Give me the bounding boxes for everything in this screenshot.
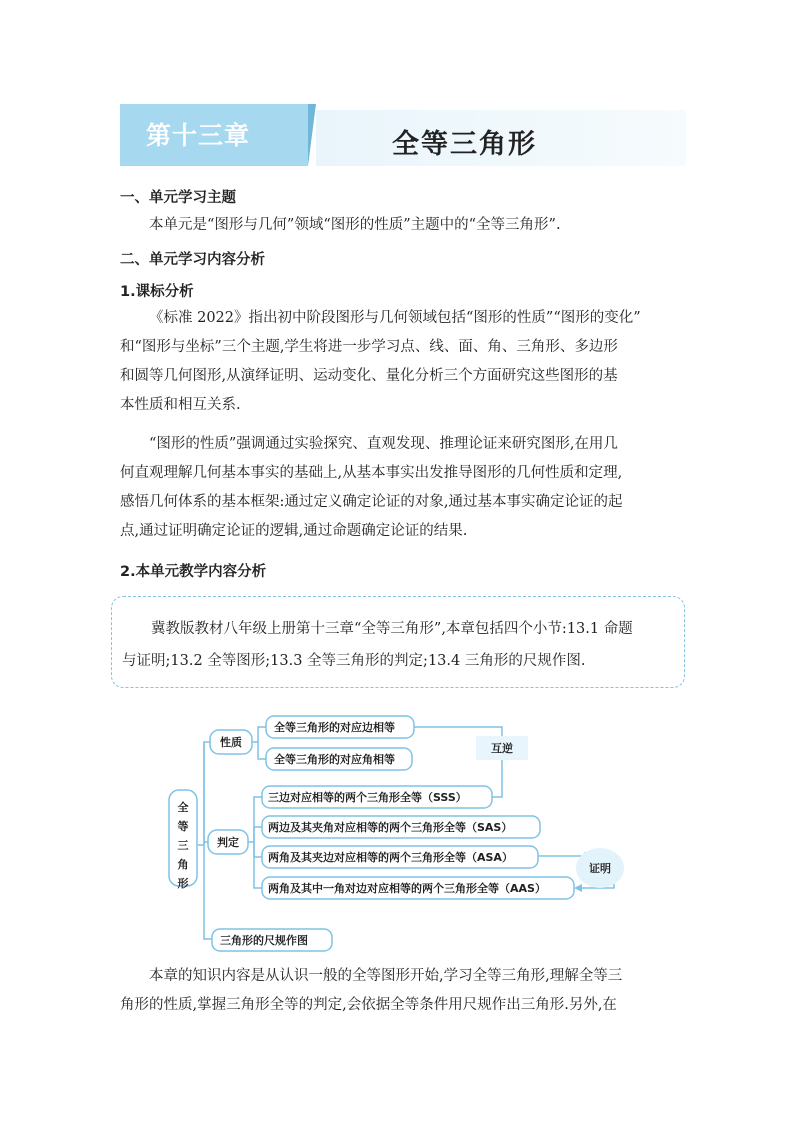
paragraph-properties: “图形的性质”强调通过实验探究、直观发现、推理论证来研究图形,在用几 何直观理解几何基本事实的基础上,从基本事实出发推导图形的几何性质和定理, 感悟几何体系的基本框架:通过定义确定论证的对象,通过基本事实确定论证的起 点,通过证明确定论证的逻辑,通过命题确定论证的结果. bbox=[120, 436, 623, 539]
section-heading-1: 一、单元学习主题 bbox=[120, 190, 236, 206]
leaf-label-5: 两角及其夹边对应相等的两个三角形全等（ASA） bbox=[268, 851, 513, 864]
subsection-heading-1: 1.课标分析 bbox=[120, 284, 194, 300]
leaf-label-1: 全等三角形的对应边相等 bbox=[274, 721, 395, 734]
subsection-heading-2: 2.本单元教学内容分析 bbox=[120, 564, 267, 580]
chapter-title-box bbox=[316, 110, 686, 166]
section-1-text: 本单元是“图形与几何”领域“图形的性质”主题中的“全等三角形”. bbox=[149, 217, 561, 233]
root-char-5: 形 bbox=[177, 877, 189, 890]
leaf-label-2: 全等三角形的对应角相等 bbox=[274, 753, 395, 766]
section-heading-2: 二、单元学习内容分析 bbox=[120, 252, 265, 268]
leaf-label-3: 三边对应相等的两个三角形全等（SSS） bbox=[268, 791, 467, 804]
paragraph-standard: 《标准 2022》指出初中阶段图形与几何领域包括“图形的性质”“图形的变化” 和“图形与坐标”三个主题,学生将进一步学习点、线、面、角、三角形、多边形 和圆等几何图形,从演绎证明、运动变化、量化分析三个方面研究这些图形的基 本性质和相互关系. bbox=[120, 310, 641, 413]
chapter-banner bbox=[120, 104, 686, 166]
leaf-label-6: 两角及其中一角对边对应相等的两个三角形全等（AAS） bbox=[268, 882, 546, 895]
proof-label: 证明 bbox=[589, 862, 611, 875]
knowledge-diagram bbox=[0, 700, 794, 960]
chapter-number: 第十三章 bbox=[146, 121, 251, 150]
root-char-3: 三 bbox=[177, 839, 189, 852]
branch-properties-label: 性质 bbox=[220, 736, 242, 749]
banner-fold bbox=[308, 104, 316, 166]
root-char-4: 角 bbox=[177, 858, 189, 871]
paragraph-chapter-content: 本章的知识内容是从认识一般的全等图形开始,学习全等三角形,理解全等三 角形的性质,掌握三角形全等的判定,会依据全等条件用尺规作出三角形.另外,在 bbox=[120, 968, 623, 1013]
chapter-title: 全等三角形 bbox=[392, 129, 537, 160]
leaf-label-4: 两边及其夹角对应相等的两个三角形全等（SAS） bbox=[268, 821, 513, 834]
branch-criteria-label: 判定 bbox=[217, 836, 239, 849]
root-char-2: 等 bbox=[177, 820, 189, 833]
chapter-number-box bbox=[120, 104, 308, 166]
inverse-label: 互逆 bbox=[491, 742, 513, 755]
textbook-callout: 冀教版教材八年级上册第十三章“全等三角形”,本章包括四个小节:13.1 命题 与证明;13.2 全等图形;13.3 全等三角形的判定;13.4 三角形的尺规作图. bbox=[111, 596, 685, 688]
branch-construction-label: 三角形的尺规作图 bbox=[220, 934, 308, 947]
root-char-1: 全 bbox=[177, 801, 189, 814]
